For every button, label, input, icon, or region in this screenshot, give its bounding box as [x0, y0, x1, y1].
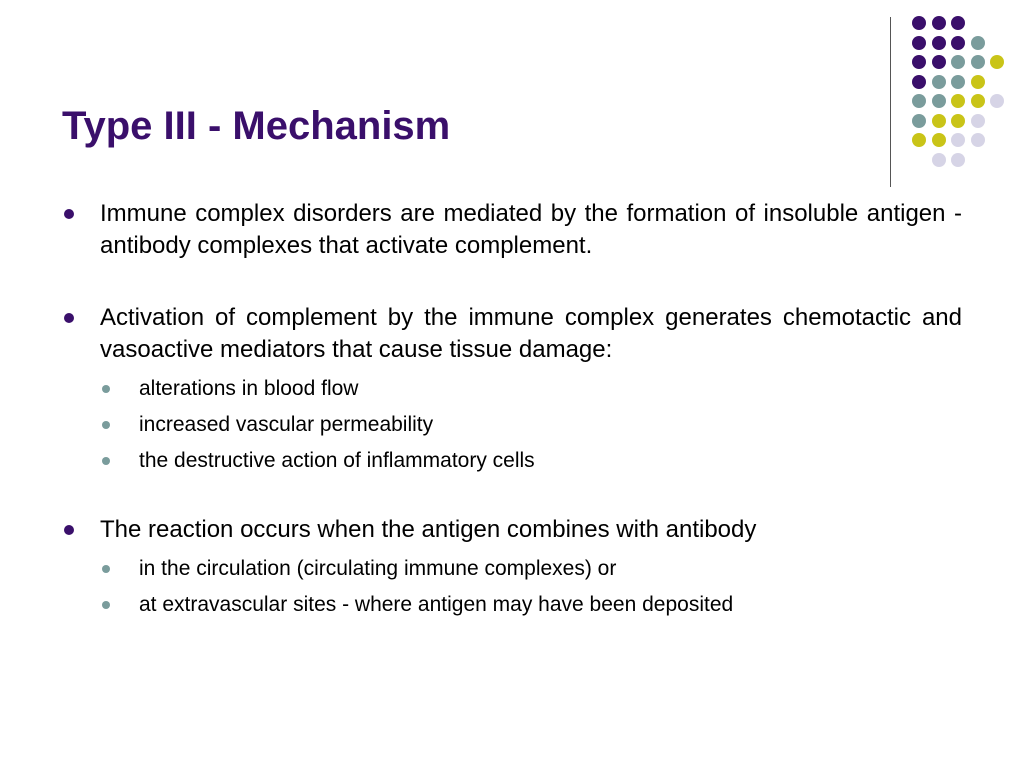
bullet-text: Activation of complement by the immune complex generates chemotactic and vasoactive mediators that cause tissue damage:	[100, 304, 962, 363]
decoration-dot	[912, 55, 926, 69]
decoration-dot	[932, 16, 946, 30]
decoration-dot	[912, 75, 926, 89]
decoration-dot	[971, 94, 985, 108]
decorative-dot-grid	[0, 0, 1024, 200]
decoration-dot	[990, 55, 1004, 69]
decoration-dot	[932, 75, 946, 89]
decoration-dot	[971, 55, 985, 69]
slide-body	[62, 198, 962, 618]
decoration-dot	[951, 133, 965, 147]
sub-bullet-text: the destructive action of inflammatory cells	[139, 449, 535, 472]
sub-bullet-item	[62, 556, 962, 582]
bullet-text: Immune complex disorders are mediated by the formation of insoluble antigen - antibody complexes that activate complement.	[100, 200, 962, 259]
decoration-dot	[971, 36, 985, 50]
decoration-dot	[971, 114, 985, 128]
sub-bullet-text: increased vascular permeability	[139, 413, 434, 436]
sub-bullet-marker-icon	[102, 421, 110, 429]
decoration-dot	[932, 153, 946, 167]
decoration-dot	[951, 153, 965, 167]
bullet-marker-icon	[64, 313, 74, 323]
sub-bullet-marker-icon	[102, 565, 110, 573]
decoration-dot	[912, 114, 926, 128]
sub-bullet-marker-icon	[102, 601, 110, 609]
decoration-dot	[932, 133, 946, 147]
sub-bullet-item	[62, 412, 962, 438]
decoration-dot	[990, 94, 1004, 108]
decoration-dot	[932, 36, 946, 50]
decoration-dot	[912, 36, 926, 50]
sub-bullet-text: in the circulation (circulating immune complexes) or	[139, 557, 617, 580]
bullet-item	[62, 514, 962, 546]
decoration-dot	[912, 133, 926, 147]
bullet-marker-icon	[64, 525, 74, 535]
decoration-dot	[951, 16, 965, 30]
sub-bullet-item	[62, 448, 962, 474]
decoration-dot	[912, 16, 926, 30]
sub-bullet-text: alterations in blood flow	[139, 377, 359, 400]
decoration-dot	[932, 94, 946, 108]
decoration-dot	[971, 133, 985, 147]
decoration-dot	[951, 75, 965, 89]
slide-title: Type III - Mechanism	[62, 104, 451, 148]
decoration-dot	[951, 114, 965, 128]
bullet-item	[62, 302, 962, 366]
decoration-dot	[951, 55, 965, 69]
bullet-text: The reaction occurs when the antigen combines with antibody	[100, 516, 757, 543]
decoration-dot	[932, 55, 946, 69]
sub-bullet-marker-icon	[102, 385, 110, 393]
sub-bullet-text: at extravascular sites - where antigen may have been deposited	[139, 593, 734, 616]
sub-bullet-item	[62, 376, 962, 402]
sub-bullet-marker-icon	[102, 457, 110, 465]
decoration-dot	[912, 94, 926, 108]
decoration-dot	[951, 94, 965, 108]
decoration-dot	[971, 75, 985, 89]
title-divider-line	[890, 17, 891, 187]
sub-bullet-item	[62, 592, 962, 618]
decoration-dot	[951, 36, 965, 50]
bullet-marker-icon	[64, 209, 74, 219]
bullet-item	[62, 198, 962, 262]
decoration-dot	[932, 114, 946, 128]
